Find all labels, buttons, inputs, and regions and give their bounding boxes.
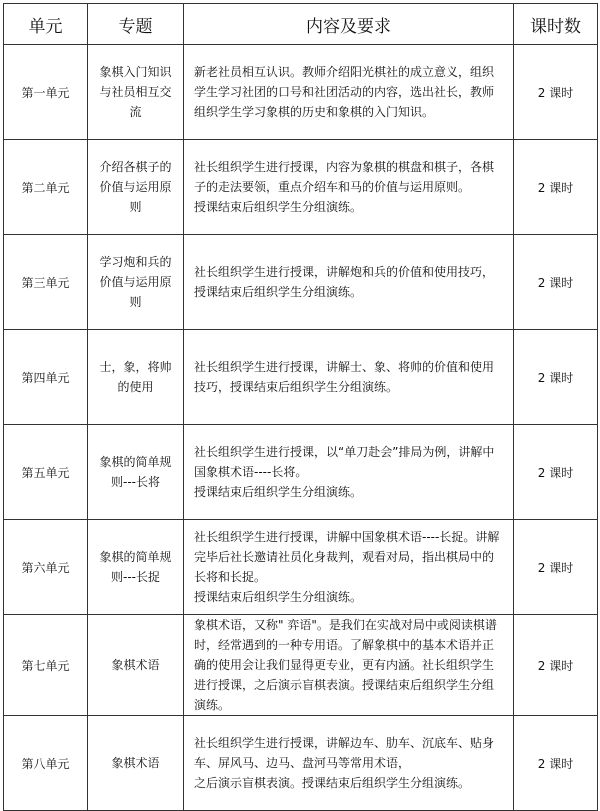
hours-cell: 2 课时 — [514, 716, 598, 811]
table-row — [4, 425, 598, 520]
hours-cell: 2 课时 — [514, 140, 598, 235]
hours-cell: 2 课时 — [514, 235, 598, 330]
content-cell — [184, 716, 514, 811]
table-row — [4, 330, 598, 425]
hours-cell: 2 课时 — [514, 520, 598, 615]
content-cell — [184, 140, 514, 235]
header-content: 内容及要求 — [184, 4, 514, 45]
content-paragraph: 之后演示盲棋表演。授课结束后组织学生分组演练。 — [194, 776, 471, 790]
unit-cell: 第四单元 — [4, 330, 88, 425]
content-cell — [184, 235, 514, 330]
topic-cell: 介绍各棋子的价值与运用原则 — [88, 140, 184, 235]
unit-cell: 第五单元 — [4, 425, 88, 520]
unit-cell: 第一单元 — [4, 45, 88, 140]
content-paragraph: 社长组织学生进行授课，内容为象棋的棋盘和棋子，各棋子的走法要领，重点介绍车和马的价值与运用原则。 — [194, 160, 495, 194]
table-body — [4, 45, 598, 811]
topic-cell: 象棋的简单规则---长将 — [88, 425, 184, 520]
content-paragraph: 授课结束后组织学生分组演练。 — [194, 485, 363, 499]
table-row — [4, 520, 598, 615]
content-paragraph: 新老社员相互认识。教师介绍阳光棋社的成立意义，组织学生学习社团的口号和社团活动的内容，选出社长，教师组织学生学习象棋的历史和象棋的入门知识。 — [194, 65, 495, 119]
content-cell — [184, 425, 514, 520]
course-plan-table — [3, 3, 598, 811]
table-row — [4, 140, 598, 235]
content-cell — [184, 45, 514, 140]
content-paragraph: 象棋术语，又称" 弈语"。是我们在实战对局中或阅读棋谱时，经常遇到的一种专用语。了解象棋中的基本术语并正确的使用会让我们显得更专业，更有内涵。社长组织学生进行授课，之后演示盲棋表演。授课结束后组织学生分组演练。 — [194, 618, 497, 712]
header-unit: 单元 — [4, 4, 88, 45]
content-cell — [184, 615, 514, 716]
unit-cell: 第八单元 — [4, 716, 88, 811]
content-paragraph: 社长组织学生进行授课，讲解士、象、将帅的价值和使用技巧，授课结束后组织学生分组演练。 — [194, 360, 495, 394]
content-paragraph: 社长组织学生进行授课，讲解炮和兵的价值和使用技巧，授课结束后组织学生分组演练。 — [194, 265, 495, 299]
content-paragraph: 授课结束后组织学生分组演练。 — [194, 200, 363, 214]
header-hours: 课时数 — [514, 4, 598, 45]
content-paragraph: 社长组织学生进行授课，讲解中国象棋术语----长捉。讲解完毕后社长邀请社员化身裁判，观看对局，指出棋局中的长将和长捉。 — [194, 530, 500, 584]
hours-cell: 2 课时 — [514, 45, 598, 140]
unit-cell: 第七单元 — [4, 615, 88, 716]
hours-cell: 2 课时 — [514, 615, 598, 716]
unit-cell: 第六单元 — [4, 520, 88, 615]
unit-cell: 第三单元 — [4, 235, 88, 330]
topic-cell: 象棋入门知识与社员相互交流 — [88, 45, 184, 140]
table-header-row — [4, 4, 598, 45]
content-paragraph: 社长组织学生进行授课，讲解边车、肋车、沉底车、贴身车、屏风马、边马、盘河马等常用术语， — [194, 736, 495, 770]
topic-cell: 象棋的简单规则---长捉 — [88, 520, 184, 615]
hours-cell: 2 课时 — [514, 425, 598, 520]
table-row — [4, 235, 598, 330]
topic-cell: 象棋术语 — [88, 716, 184, 811]
content-cell — [184, 330, 514, 425]
header-topic: 专题 — [88, 4, 184, 45]
topic-cell: 士，象，将帅的使用 — [88, 330, 184, 425]
content-paragraph: 授课结束后组织学生分组演练。 — [194, 590, 363, 604]
unit-cell: 第二单元 — [4, 140, 88, 235]
content-cell — [184, 520, 514, 615]
content-paragraph: 社长组织学生进行授课，以“单刀赴会”排局为例，讲解中国象棋术语----长将。 — [194, 445, 495, 479]
topic-cell: 学习炮和兵的价值与运用原则 — [88, 235, 184, 330]
table-row — [4, 716, 598, 811]
hours-cell: 2 课时 — [514, 330, 598, 425]
topic-cell: 象棋术语 — [88, 615, 184, 716]
table-row — [4, 45, 598, 140]
table-row — [4, 615, 598, 716]
